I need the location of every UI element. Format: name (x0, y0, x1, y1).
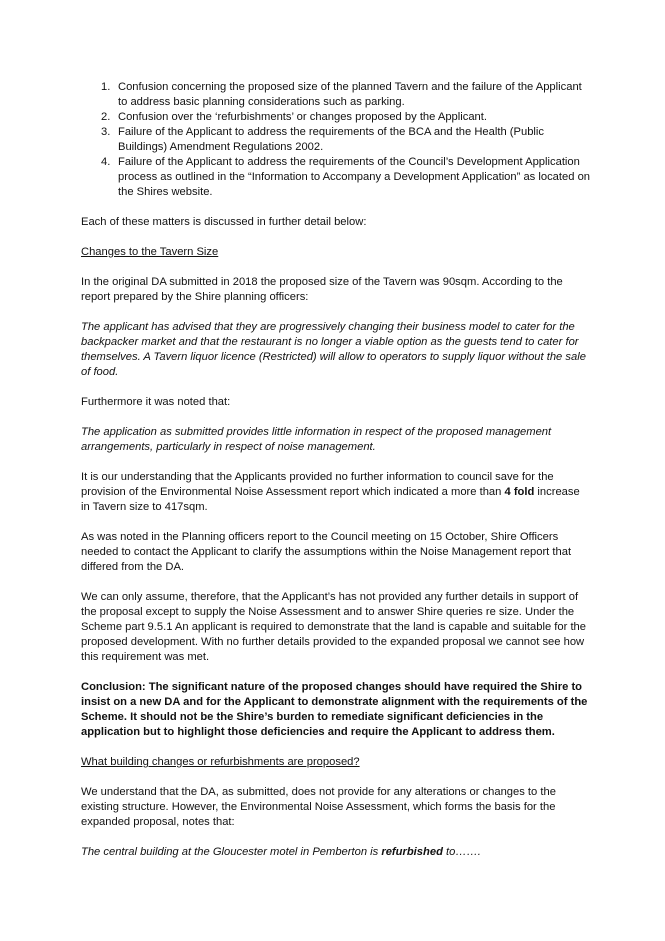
paragraph: It is our understanding that the Applicants provided no further information to council save for the provision of the Environmental Noise Assessment report which indicated a more than 4 fold increase in Tavern size to 417sqm. (81, 471, 580, 513)
conclusion-paragraph: Conclusion: The significant nature of the proposed changes should have required the Shire to insist on a new DA and for the Applicant to demonstrate alignment with the requirements of the Scheme. It should not be the Shire’s burden to remediate significant deficiencies in the application but to highlight those deficiencies and require the Applicant to address them. (81, 681, 588, 738)
paragraph: We can only assume, therefore, that the Applicant’s has not provided any further details in support of the proposal except to supply the Noise Assessment and to answer Shire queries re size. Under the Scheme part 9.5.1 An applicant is required to demonstrate that the land is capable and suitable for the proposed development. With no further details provided to the expanded proposal we cannot see how this requirement was met. (81, 591, 586, 663)
list-item: 2. Confusion over the ‘refurbishments’ or changes proposed by the Applicant. (101, 111, 487, 123)
document-page (81, 80, 591, 860)
issues-list (81, 80, 591, 200)
list-item: 4. Failure of the Applicant to address the requirements of the Council’s Development Application process as outlined in the “Information to Accompany a Development Application” as located on the Shires website. (101, 156, 591, 198)
quote: The applicant has advised that they are progressively changing their business model to cater for the backpacker market and that the restaurant is no longer a viable option as the guests tend to cater for themselves. A Tavern liquor licence (Restricted) will allow to operators to supply liquor without the sale of food. (81, 321, 586, 378)
emphasis: refurbished (381, 846, 443, 858)
paragraph: We understand that the DA, as submitted, does not provide for any alterations or changes to the existing structure. However, the Environmental Noise Assessment, which forms the basis for the expanded proposal, notes that: (81, 786, 556, 828)
paragraph: Furthermore it was noted that: (81, 396, 231, 408)
section-heading-building-changes: What building changes or refurbishments are proposed? (81, 756, 360, 768)
quote: The central building at the Gloucester motel in Pemberton is refurbished to……. (81, 846, 481, 858)
list-item: 1. Confusion concerning the proposed size of the planned Tavern and the failure of the Applicant to address basic planning considerations such as parking. (101, 81, 582, 108)
section-heading-tavern-size: Changes to the Tavern Size (81, 246, 219, 258)
paragraph: In the original DA submitted in 2018 the proposed size of the Tavern was 90sqm. According to the report prepared by the Shire planning officers: (81, 276, 563, 303)
intro-paragraph: Each of these matters is discussed in further detail below: (81, 216, 367, 228)
quote: The application as submitted provides little information in respect of the proposed management arrangements, particularly in respect of noise management. (81, 426, 552, 453)
list-item: 3. Failure of the Applicant to address the requirements of the BCA and the Health (Public Buildings) Amendment Regulations 2002. (101, 126, 544, 153)
paragraph: As was noted in the Planning officers report to the Council meeting on 15 October, Shire Officers needed to contact the Applicant to clarify the assumptions within the Noise Management report that differed from the DA. (81, 531, 572, 573)
emphasis: 4 fold (504, 486, 535, 498)
